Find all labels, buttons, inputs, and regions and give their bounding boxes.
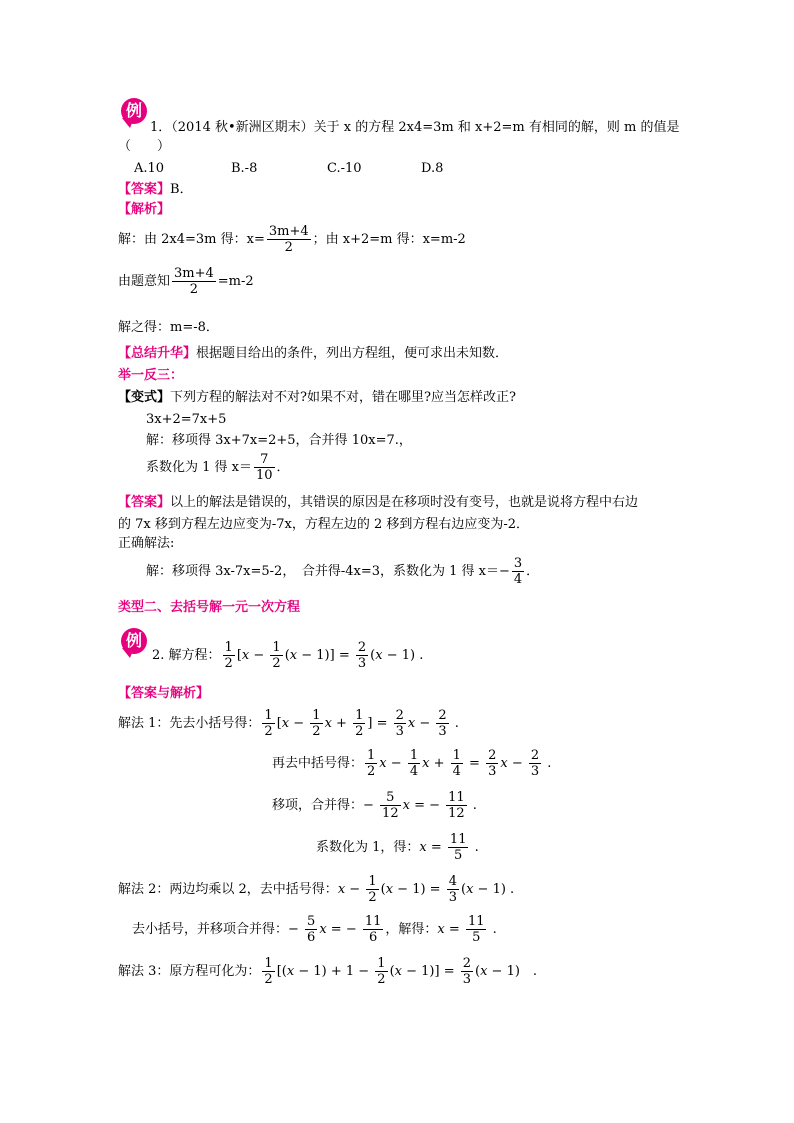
fraction-numerator: 3m+4 (174, 266, 214, 281)
solution-text: 系数化为 1 得 x＝ (146, 460, 252, 475)
solution-text: ；由 x+2=m 得：x=m-2 (312, 232, 466, 247)
section-heading: 类型二、去括号解一元一次方程 (118, 600, 301, 615)
option-b: B.-8 (231, 161, 258, 176)
juyi-heading: 举一反三： (118, 368, 184, 383)
answer-explanation-1 (118, 495, 638, 511)
method-3-step-1: 解法 3：原方程可化为： $\frac{1}{2}$ [(x − 1) + 1 − $\frac{1}{2}$ (x − 1)] = $\frac{2}{3}$ (x − 1) . (118, 956, 538, 987)
solution-text: 由题意知 (118, 274, 171, 289)
question-1: 1．（2014 秋•新洲区期末）关于 x 的方程 2x4=3m 和 x+2=m 有相同的解，则 m 的值是 (150, 120, 680, 135)
answer-tag: 【答案】 (118, 182, 171, 197)
summary-line (118, 346, 508, 362)
fraction-denominator: 4 (513, 572, 523, 587)
example-badge-icon: 例 (121, 98, 147, 124)
fraction (267, 224, 311, 255)
solution-text: 解：由 2x4=3m 得：x= (118, 232, 265, 247)
answer-line (118, 182, 193, 198)
variant-line (118, 390, 516, 406)
fraction (512, 556, 524, 587)
solution-line-2 (118, 266, 254, 297)
question-1-paren: （ ） (118, 139, 171, 154)
answer-explanation-2: 的 7x 移到方程左边应变为-7x，方程左边的 2 移到方程右边应变为-2． (118, 517, 530, 532)
wrong-solution-2 (146, 452, 290, 483)
answer-value: B． (170, 182, 193, 197)
correct-label: 正确解法: (118, 536, 175, 551)
summary-tag: 【总结升华】 (118, 346, 197, 361)
method-1-step-3-label: 移项，合并得： (272, 798, 364, 813)
answer-explanation-text: 以上的解法是错误的，其错误的原因是在移项时没有变号，也就是说将方程中右边 (170, 495, 639, 510)
question-2: 2. 解方程： $\frac{1}{2}$ [x − $\frac{1}{2}$ (x − 1)] = $\frac{2}{3}$ (x − 1) . (152, 640, 424, 671)
correct-solution (146, 556, 539, 587)
fraction: $\frac{1}{2}$ (272, 640, 281, 671)
variant-equation: 3x+2=7x+5 (146, 412, 227, 427)
fraction-denominator: 2 (189, 282, 199, 297)
summary-text: 根据题目给出的条件，列出方程组，便可求出未知数． (196, 346, 509, 361)
fraction-numerator: 3m+4 (268, 224, 309, 239)
method-1-step-4: 系数化为 1，得：x = $\frac{11}{5}$ . (316, 832, 479, 863)
fraction: $\frac{2}{3}$ (357, 640, 367, 671)
wrong-solution-1: 解：移项得 3x+7x=2+5，合并得 10x=7.， (146, 433, 412, 448)
fraction: $\frac{1}{2}$ (224, 640, 233, 671)
solution-line-1 (118, 224, 466, 255)
answer-analysis-tag: 【答案与解析】 (118, 686, 210, 701)
method-2-step-2: 去小括号，并移项合并得：− $\frac{5}{6}$ x = − $\frac{11}{6}$ ，解得：x = $\frac{11}{5}$ . (132, 914, 497, 945)
fraction-numerator: 7 (254, 452, 275, 468)
method-2-step-1: 解法 2：两边均乘以 2，去中括号得：x − $\frac{1}{2}$ (x − 1) = $\frac{4}{3}$ (x − 1) . (118, 874, 515, 905)
question-2-text: 2. 解方程： (152, 648, 221, 663)
method-1-step-2: 再去中括号得： $\frac{1}{2}$ x − $\frac{1}{4}$ x + $\frac{1}{4}$ = $\frac{2}{3}$ x − $\frac{2}{3}$ . (272, 748, 552, 779)
variant-tag: 【变式】 (118, 390, 171, 405)
solution-text: ． (276, 460, 290, 475)
option-a: A.10 (134, 161, 165, 176)
example-badge-icon: 例 (121, 628, 147, 654)
fraction-denominator: 2 (284, 240, 293, 255)
option-d: D.8 (421, 161, 444, 176)
method-1-label: 解法 1：先去小括号得： (118, 716, 261, 731)
method-2-step-2-label: 去小括号，并移项合并得： (132, 922, 289, 937)
fraction-denominator: 10 (256, 468, 273, 483)
method-1-step-4-label: 系数化为 1，得： (316, 840, 420, 855)
example-badge-tail-icon (122, 118, 134, 128)
fraction-numerator: 3 (513, 556, 523, 571)
method-1-step-2-label: 再去中括号得： (272, 756, 364, 771)
method-2-step-2-mid: ，解得： (385, 922, 438, 937)
fraction (254, 452, 275, 483)
answer-tag-2: 【答案】 (118, 495, 171, 510)
method-1-step-1: 解法 1：先去小括号得： $\frac{1}{2}$ [x − $\frac{1}{2}$ x + $\frac{1}{2}$ ] = $\frac{2}{3}$ x − $\frac{2}{3}$ . (118, 708, 459, 739)
method-1-step-3: 移项，合并得：− $\frac{5}{12}$ x = − $\frac{11}{12}$ . (272, 790, 477, 821)
solution-line-3: 解之得：m=-8． (118, 320, 219, 335)
solution-text: 解：移项得 3x-7x=5-2， 合并得-4x=3，系数化为 1 得 x＝− (146, 564, 510, 579)
method-3-label: 解法 3：原方程可化为： (118, 964, 261, 979)
variant-text: 下列方程的解法对不对?如果不对，错在哪里?应当怎样改正? (170, 390, 516, 405)
fraction (172, 266, 216, 297)
solution-text: =m-2 (217, 274, 254, 289)
example-badge-tail-icon (122, 648, 134, 658)
analysis-tag: 【解析】 (118, 202, 171, 217)
method-2-label: 解法 2：两边均乘以 2，去中括号得： (118, 882, 338, 897)
option-c: C.-10 (327, 161, 362, 176)
solution-text: ． (526, 564, 540, 579)
